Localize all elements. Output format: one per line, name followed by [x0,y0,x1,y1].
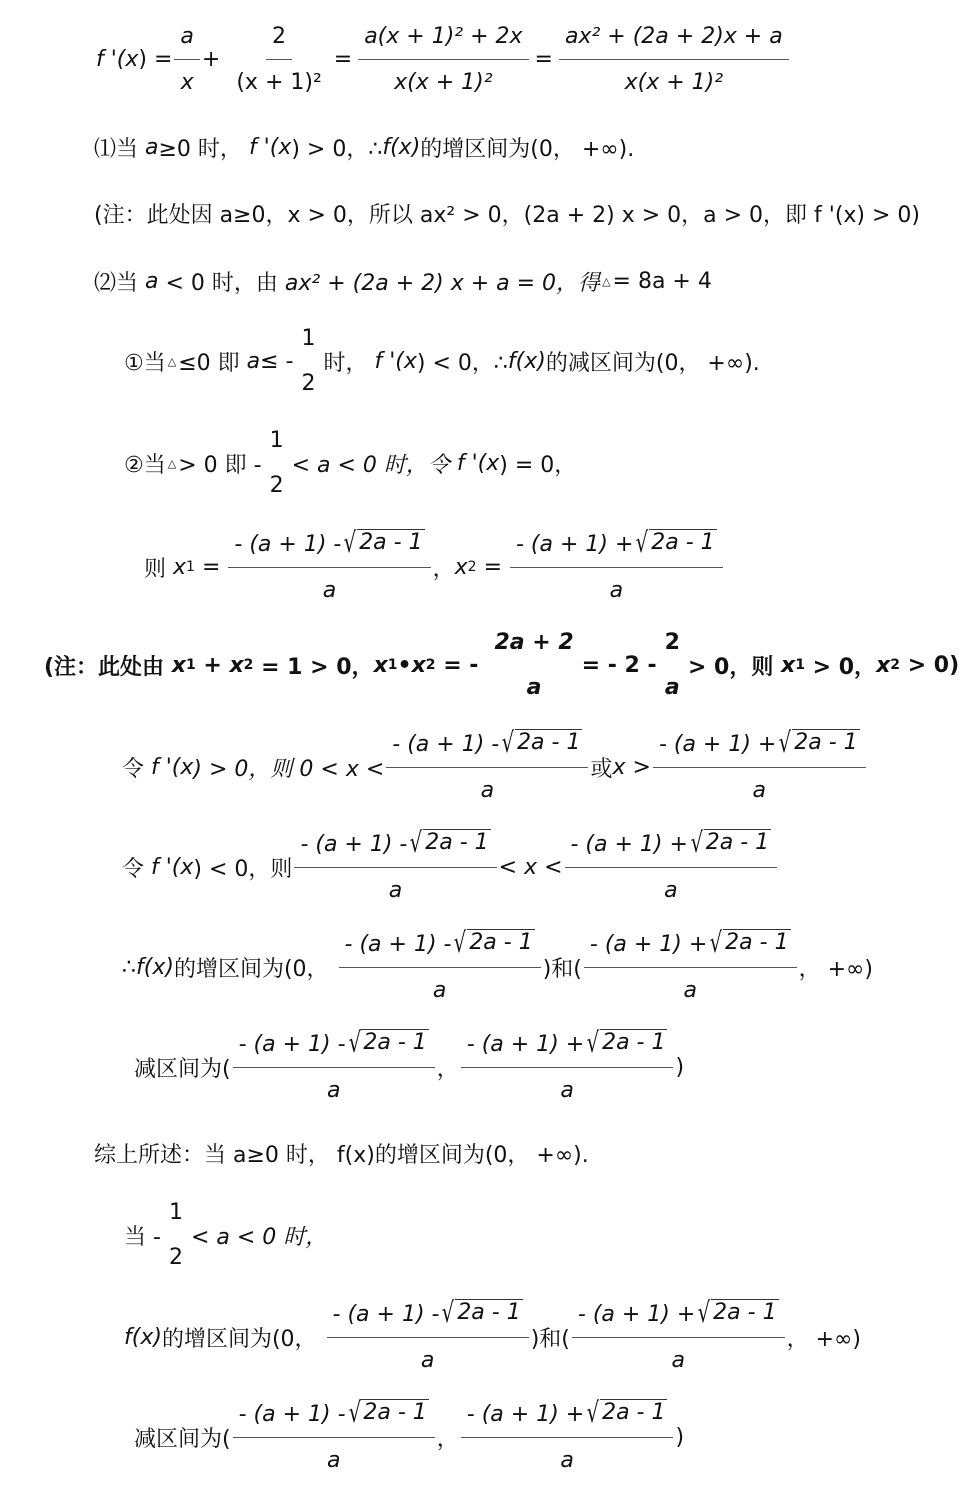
subcase2-line [124,418,576,508]
radicand: 2a - 1 [363,1399,427,1425]
denominator [175,60,200,98]
math-var: x [125,46,139,72]
inc2-line [124,1292,861,1382]
numerator: 2 [266,21,292,60]
numerator: - (a + 1) + √ 2a - 1 [510,529,723,568]
and-open: )和( [530,1326,570,1352]
denominator [321,1068,346,1106]
denominator [747,768,772,806]
inc2-open: 的增区间为(0， [161,1326,317,1352]
dec-open: 减区间为( [134,1426,231,1452]
numerator: ax² + (2a + 2)x + a [559,21,789,60]
fprime: f '( [151,754,181,780]
comma: ， [432,556,455,582]
therefore: ∴ [122,954,136,980]
radicand: 2a - 1 [651,529,715,555]
sqrt-icon [633,525,716,559]
var-x: x [403,348,417,374]
denominator: 2 [269,473,284,498]
x1-fraction [327,1295,529,1376]
numerator: 2a + 2 [494,630,574,655]
x1-fraction [339,925,541,1006]
fraction-one-half [296,323,322,399]
x-between: < x < [498,854,563,880]
numerator: - (a + 1) - √ 2a - 1 [294,829,496,868]
radicand: 2a - 1 [602,1029,666,1055]
x1: x [781,652,796,678]
math-var: a [671,1347,685,1373]
x1-fraction [233,1025,435,1106]
sqrt-icon [346,1395,429,1429]
dec-line [134,1022,684,1112]
delta-symbol: △ [167,354,177,368]
math-var: a [526,675,542,700]
fprime-label: f '(x) = [96,46,173,72]
fraction-2a2-over-a [488,627,579,703]
fx: f(x) [382,134,421,160]
fprime-lt: ) < 0，∴ [416,350,508,376]
radical-icon: √ [690,825,704,859]
inc-line [122,922,873,1012]
neg-mid: ) < 0，则 [193,856,293,882]
radicand: 2a - 1 [425,829,489,855]
dec2-line [134,1392,684,1482]
subcase1-cond: ≤0 即 [178,350,240,376]
product-mid: = - 2 - [581,652,657,678]
sub-1: 1 [186,559,195,575]
math-var: a [420,1347,435,1373]
radical-icon: √ [779,725,792,759]
numerator: 1 [301,326,316,351]
numerator: 1 [168,1200,183,1225]
ze-label: 则 [144,556,167,582]
numerator: 2 [664,630,680,655]
close-paren: ) [675,1424,685,1450]
denominator [604,568,629,606]
numerator: - (a + 1) + √ 2a - 1 [461,1399,674,1438]
math-var: a [388,877,403,903]
radical-icon: √ [410,825,423,859]
x2-fraction [461,1025,674,1106]
sqrt-icon [695,1295,778,1329]
radical-icon: √ [348,1395,361,1429]
x2-gt: > 0) [907,652,959,678]
radical-icon: √ [348,1025,361,1059]
math-var: f '( [96,46,126,72]
close-paren: ) [675,1054,685,1080]
radicand: 2a - 1 [794,729,858,755]
sqrt-icon [584,1025,667,1059]
radical-icon: √ [586,1025,600,1059]
pos-line [122,722,868,812]
equals-sign: = [333,46,353,72]
x2-fraction [565,825,778,906]
sub-2: 2 [890,657,901,673]
x2: x [454,554,468,580]
sqrt-icon [407,825,490,859]
equals: = [201,554,221,580]
x2-fraction [461,1395,674,1476]
math-var: a [326,1447,341,1473]
radical-icon: √ [501,725,515,759]
denominator [554,1438,579,1476]
case1-cond: ≥0 时， [158,136,242,162]
math-var: a [326,1077,341,1103]
and-open: )和( [542,956,582,982]
fx: f(x) [124,1324,162,1350]
radicand: 2a - 1 [469,929,533,955]
denominator: 2 [168,1245,183,1270]
sqrt-icon [451,925,534,959]
neg-line [122,822,779,912]
denominator [321,1438,346,1476]
math-var: a [664,675,680,700]
when-line [124,1190,327,1280]
math-var: a [664,877,678,903]
x2-fraction [584,925,797,1006]
case2-equation: ax² + (2a + 2) x + a = 0，得 [284,270,601,296]
numerator: - (a + 1) - √ 2a - 1 [233,1399,435,1438]
sub-1: 1 [185,657,196,673]
subcase2-label: ②当 [124,452,166,478]
fraction-combined [358,21,528,98]
radical-icon: √ [442,1295,455,1329]
numerator: 1 [269,428,284,453]
sqrt-icon [341,525,424,559]
sqrt-icon [439,1295,522,1329]
equals-sign: = [534,46,553,72]
denominator [554,1068,579,1106]
numerator: - (a + 1) + √ 2a - 1 [565,829,778,868]
root-x2-fraction [510,525,723,606]
sub-1: 1 [387,657,398,673]
sub-2: 2 [243,657,254,673]
numerator: - (a + 1) - √ 2a - 1 [327,1299,529,1338]
ling: 令 [122,756,145,782]
subcase1-label: ①当 [124,350,166,376]
inc-open: 的增区间为(0， [173,956,329,982]
subcase2-cond: > 0 即 - [178,452,262,478]
fprime-eq-zero: ) = 0， [499,452,577,478]
x1: x [373,652,388,678]
x1-fraction [233,1395,435,1476]
inc-interval: 的增区间为(0， +∞). [420,136,635,162]
dec-interval: 的减区间为(0， +∞). [545,350,760,376]
sqrt-icon [346,1025,429,1059]
math-var: x [180,69,194,95]
numerator: - (a + 1) - √ 2a - 1 [339,929,541,968]
x2: x [876,652,891,678]
fraction-2-over-xp1sq [230,21,327,98]
denominator [383,868,408,906]
a-le: a≤ - [246,348,294,374]
root-x1-fraction [228,525,430,606]
math-var: a [609,577,624,603]
fx: f(x) [507,348,546,374]
radicand: 2a - 1 [457,1299,521,1325]
product-eq: = - [443,652,479,678]
sum-value: = 1 > 0， [261,654,374,680]
fprime: f '( [151,854,181,880]
math-var: a [560,1447,574,1473]
comma: ， [436,1056,459,1082]
fprime: f '( [248,134,279,160]
math-var: a [560,1077,574,1103]
ling: 令 [122,856,145,882]
fraction-a-over-x [174,21,199,98]
subcase2-range: < a < 0 时，令 [291,452,450,478]
inf-close: ， +∞) [798,956,873,982]
math-var: a [752,777,767,803]
comma: ， [436,1426,459,1452]
dec-open: 减区间为( [134,1056,231,1082]
var-x: x [486,450,500,476]
summary-line [94,1108,589,1198]
numerator: a(x + 1)² + 2x [358,21,528,60]
case1-gt: ) > 0，∴ [291,136,383,162]
denominator [317,568,342,606]
radicand: 2a - 1 [517,729,581,755]
x2-fraction [572,1295,785,1376]
var-x: x [180,754,194,780]
x1-fraction [294,825,496,906]
fprime: f '( [374,348,404,374]
denominator: (x + 1)² [236,69,322,95]
denominator: x(x + 1)² [624,69,724,95]
sub-2: 2 [425,657,436,673]
radical-icon: √ [586,1395,600,1429]
fraction-2-over-a [659,627,686,703]
sub-2: 2 [467,559,477,575]
fx: f(x) [136,954,174,980]
sqrt-icon [584,1395,667,1429]
sub-1: 1 [795,657,805,673]
var-a: a [145,268,159,294]
dot: • [397,652,412,678]
delta-symbol: △ [602,274,611,288]
x2-fraction [653,725,866,806]
plus: + [203,652,222,678]
radical-icon: √ [698,1295,711,1329]
radical-icon: √ [636,525,649,559]
x-gt: x > [612,754,651,780]
sqrt-icon [707,925,790,959]
var-x: x [278,134,292,160]
x2: x [411,652,426,678]
note2-line [44,620,959,710]
numerator [174,21,199,60]
numerator: - (a + 1) - √ 2a - 1 [228,529,430,568]
denominator [659,665,686,703]
radicand: 2a - 1 [602,1399,666,1425]
denominator [427,968,452,1006]
equals: = [483,554,502,580]
derivative-line [96,14,791,104]
math-var: a [432,977,447,1003]
denominator: x(x + 1)² [394,69,493,95]
inf-close: ， +∞) [786,1326,861,1352]
numerator: - (a + 1) + √ 2a - 1 [584,929,797,968]
case2-cond: < 0 时，由 [165,270,278,296]
numerator: - (a + 1) + √ 2a - 1 [653,729,866,768]
fraction-one-half [264,425,290,501]
denominator [415,1338,440,1376]
or: 或 [590,756,613,782]
note2-post: > 0，则 [687,654,774,680]
denominator [665,1338,690,1376]
numerator: - (a + 1) + √ 2a - 1 [572,1299,785,1338]
numerator: - (a + 1) - √ 2a - 1 [386,729,588,768]
denominator [521,665,548,703]
x1: x [173,554,187,580]
note1-text: (注：此处因 a≥0，x > 0，所以 ax² > 0，(2a + 2) x > 0，a > 0，即 f '(x) > 0) [94,202,921,228]
case2-line [94,236,712,326]
delta-symbol: △ [167,456,177,470]
radicand: 2a - 1 [725,929,789,955]
radicand: 2a - 1 [359,529,423,555]
x2: x [229,652,244,678]
shi: 时， [323,350,368,376]
radical-icon: √ [710,925,723,959]
case1-label: ⑴当 [94,136,139,162]
denominator [658,868,683,906]
math-var: a [322,577,337,603]
denominator: 2 [301,371,316,396]
denominator [475,768,500,806]
var-a: a [145,134,159,160]
radicand: 2a - 1 [363,1029,427,1055]
x1: x [171,652,186,678]
math-var: a [683,977,697,1003]
numerator: - (a + 1) + √ 2a - 1 [461,1029,674,1068]
case2-label: ⑵当 [94,270,139,296]
subcase1-line [124,316,760,406]
denominator [677,968,702,1006]
summary-text: 综上所述：当 a≥0 时， f(x)的增区间为(0， +∞). [94,1142,589,1168]
when-post: < a < 0 时， [190,1224,328,1250]
numerator: - (a + 1) - √ 2a - 1 [233,1029,435,1068]
fprime: f '( [456,450,487,476]
note2-pre: (注：此处由 [44,654,165,680]
roots-line [144,522,725,612]
fraction-expanded [559,21,789,98]
x1-fraction [386,725,588,806]
when-pre: 当 - [124,1224,161,1250]
radical-icon: √ [454,925,467,959]
sqrt-icon [776,725,859,759]
sqrt-icon [688,825,771,859]
plus-sign: + [201,46,221,72]
discriminant: = 8a + 4 [612,268,712,294]
fraction-one-half [163,1197,189,1273]
x1-gt: > 0， [812,654,877,680]
var-x: x [180,854,194,880]
math-var: a [180,23,194,49]
pos-mid: ) > 0，则 0 < x < [193,756,385,782]
radicand: 2a - 1 [713,1299,777,1325]
radical-icon: √ [344,525,357,559]
radicand: 2a - 1 [705,829,770,855]
math-var: a [480,777,495,803]
sqrt-icon [499,725,582,759]
